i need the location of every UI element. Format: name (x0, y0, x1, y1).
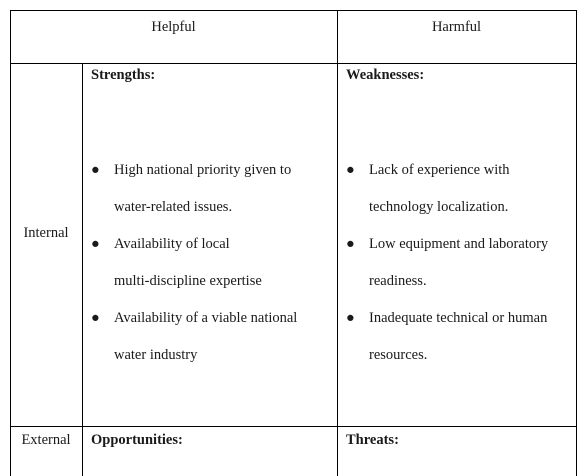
list-item (91, 300, 331, 374)
list-item-line: Low equipment and laboratory (369, 236, 549, 252)
list-item-line: water-related issues. (114, 199, 233, 215)
bullet-icon: ● (346, 236, 355, 252)
header-helpful: Helpful (151, 19, 196, 35)
weaknesses-list (346, 152, 574, 374)
list-item-line: Availability of local (114, 236, 230, 252)
list-item (346, 226, 574, 300)
table-rule-header (10, 63, 576, 64)
bullet-icon: ● (91, 162, 100, 178)
list-item (346, 300, 574, 374)
list-item (346, 152, 574, 226)
row-label-external: External (21, 432, 71, 448)
threats-title: Threats: (346, 432, 399, 448)
table-rule-middle (337, 10, 338, 476)
weaknesses-title: Weaknesses: (346, 67, 425, 83)
bullet-icon: ● (91, 236, 100, 252)
bullet-icon: ● (346, 310, 355, 326)
header-harmful: Harmful (431, 19, 482, 35)
row-label-internal: Internal (23, 225, 69, 241)
list-item-line: Lack of experience with (369, 162, 510, 178)
list-item-line: multi-discipline expertise (114, 273, 262, 289)
bullet-icon: ● (91, 310, 100, 326)
strengths-title: Strengths: (91, 67, 156, 83)
list-item (91, 152, 331, 226)
list-item-line: readiness. (369, 273, 427, 289)
table-border-top (10, 10, 576, 11)
bullet-icon: ● (346, 162, 355, 178)
list-item-line: Inadequate technical or human (369, 310, 548, 326)
list-item (91, 226, 331, 300)
list-item-line: technology localization. (369, 199, 509, 215)
table-rule-label-col (82, 63, 83, 476)
list-item-line: water industry (114, 347, 198, 363)
table-rule-external (10, 426, 576, 427)
table-border-right (576, 10, 577, 476)
list-item-line: Availability of a viable national (114, 310, 298, 326)
strengths-list (91, 152, 331, 374)
list-item-line: resources. (369, 347, 428, 363)
opportunities-title: Opportunities: (91, 432, 183, 448)
list-item-line: High national priority given to (114, 162, 292, 178)
table-border-left (10, 10, 11, 476)
